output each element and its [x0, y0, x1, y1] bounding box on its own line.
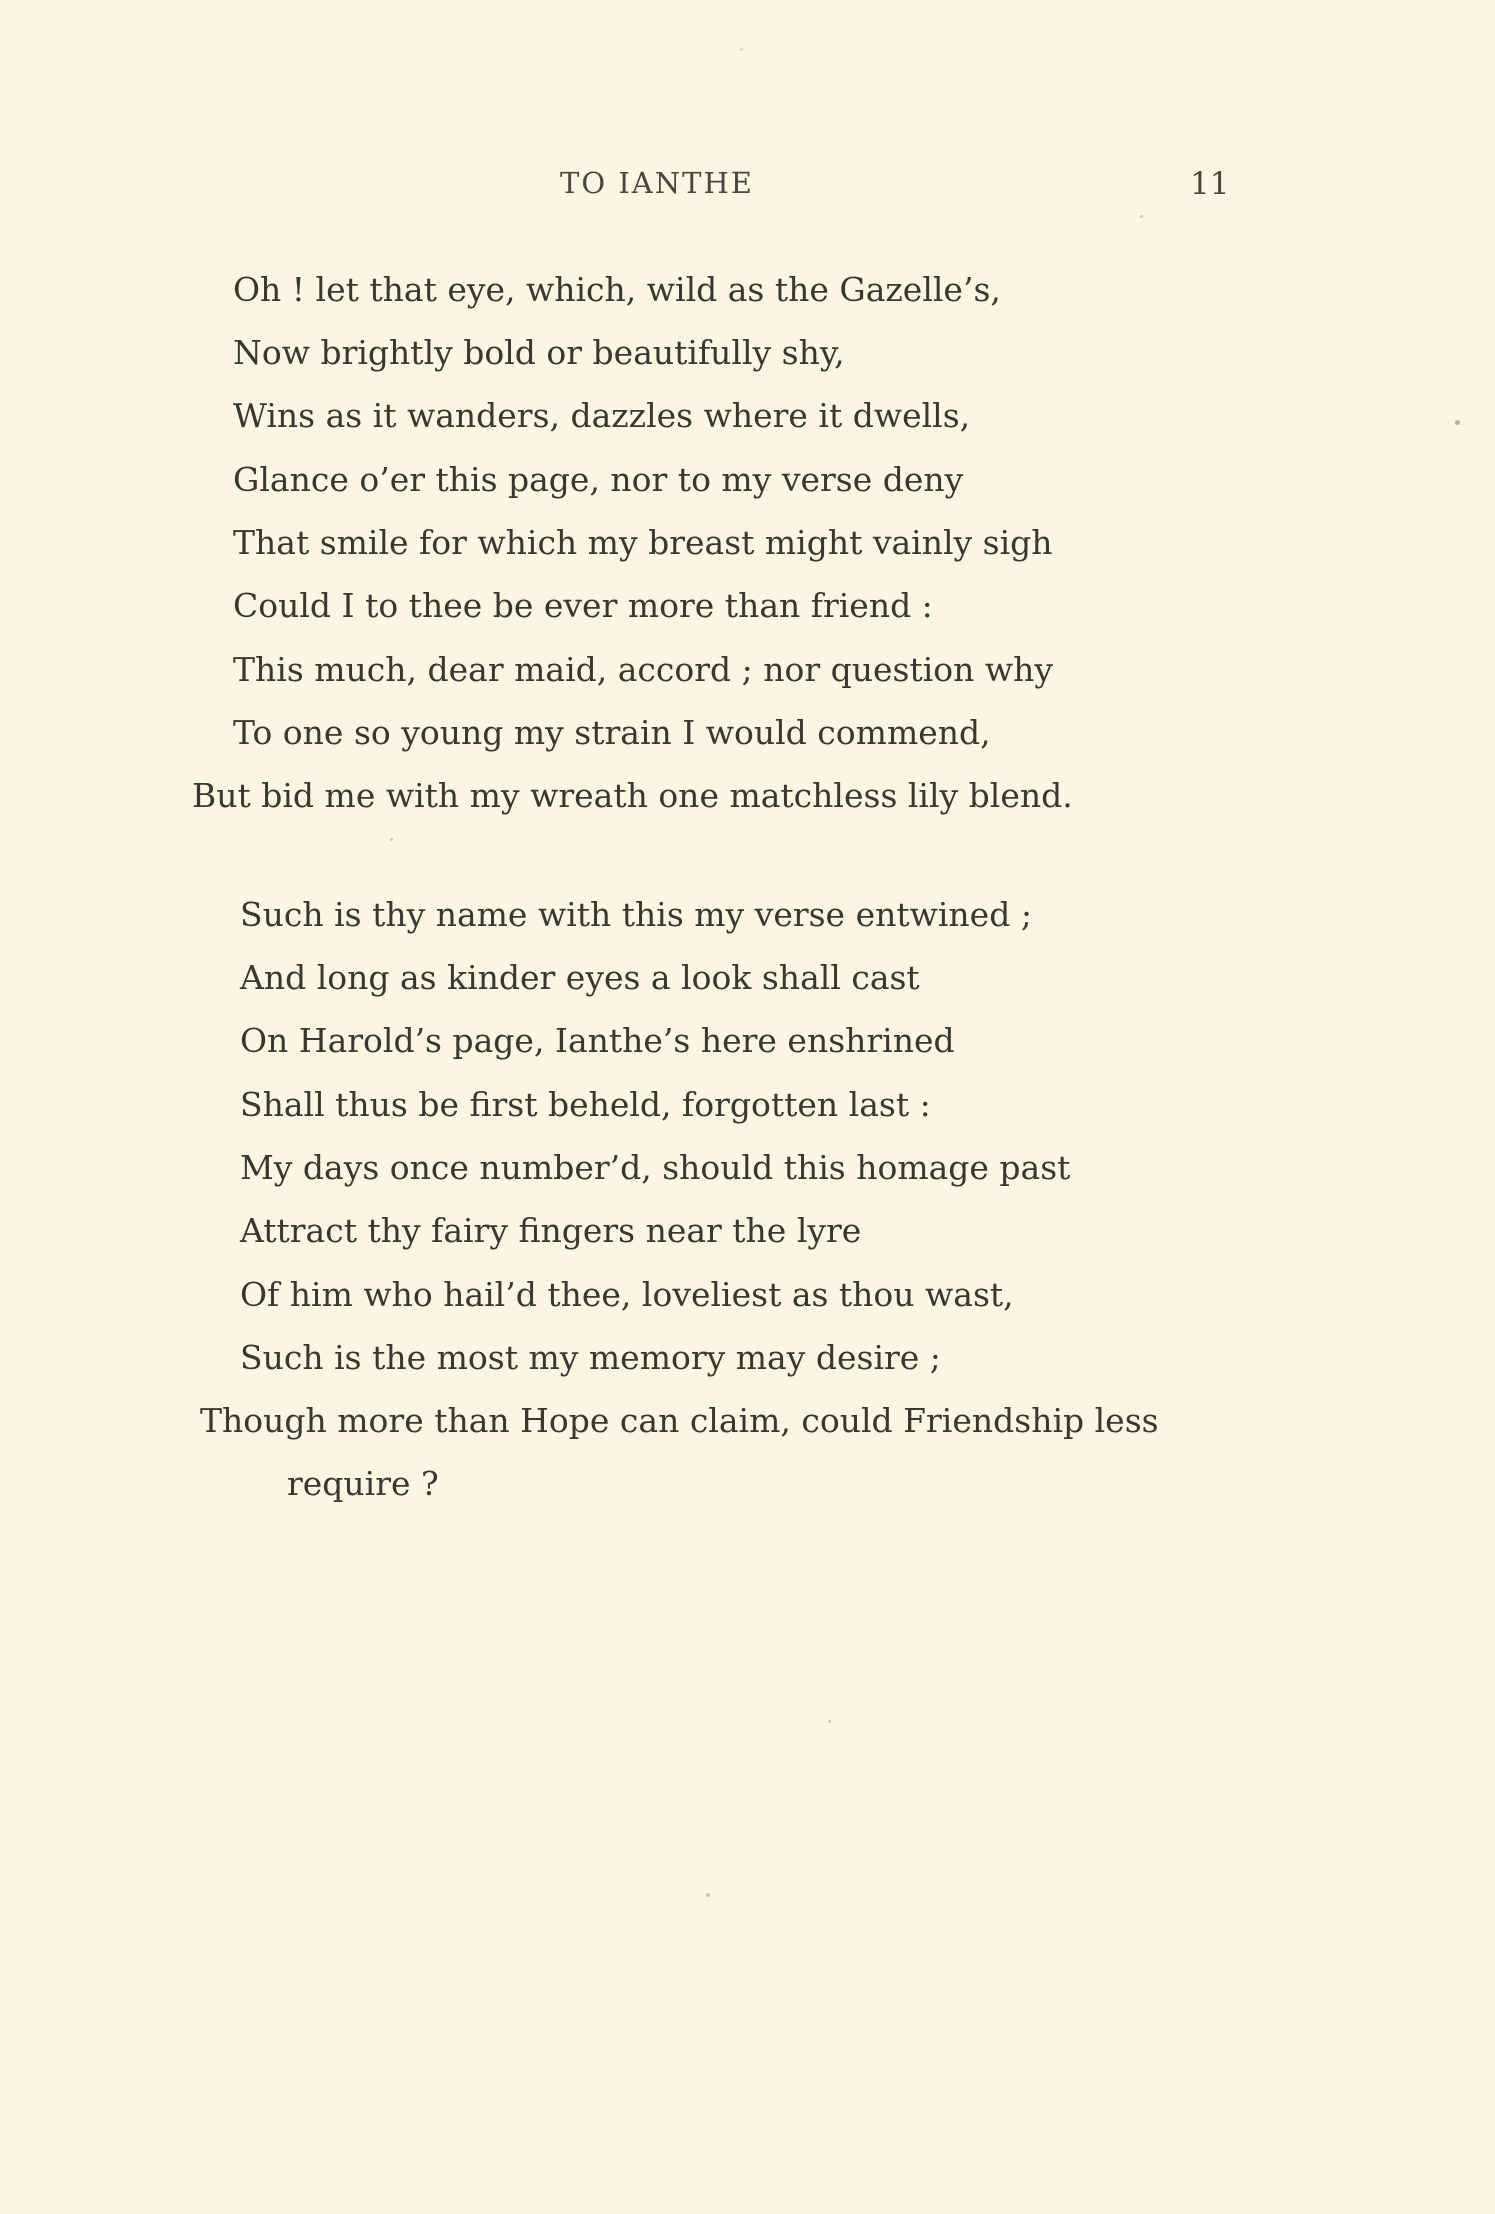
poem-line: To one so young my strain I would commend, — [233, 713, 991, 752]
poem-line: Wins as it wanders, dazzles where it dwells, — [233, 396, 971, 435]
poem-line: Shall thus be first beheld, forgotten last : — [240, 1085, 931, 1124]
poem-line-alexandrine: But bid me with my wreath one matchless lily blend. — [192, 776, 1073, 815]
poem-line: This much, dear maid, accord ; nor question why — [233, 650, 1054, 689]
poem-line-turnover: require ? — [287, 1464, 439, 1503]
poem-line: Attract thy fairy fingers near the lyre — [240, 1211, 862, 1250]
paper-speck — [706, 1893, 710, 1897]
poem-line: That smile for which my breast might vainly sigh — [233, 523, 1053, 562]
poem-line: On Harold’s page, Ianthe’s here enshrined — [240, 1021, 955, 1060]
poem-line: And long as kinder eyes a look shall cast — [240, 958, 920, 997]
poem-line: Such is thy name with this my verse entwined ; — [240, 895, 1032, 934]
paper-speck — [390, 838, 393, 841]
poem-line: Such is the most my memory may desire ; — [240, 1338, 941, 1377]
paper-speck — [1140, 215, 1143, 218]
poem-line: My days once number’d, should this homage past — [240, 1148, 1071, 1187]
paper-speck — [1455, 420, 1460, 425]
poem-line: Of him who hail’d thee, loveliest as thou wast, — [240, 1275, 1014, 1314]
poem-line: Glance o’er this page, nor to my verse deny — [233, 460, 964, 499]
page-number: 11 — [1190, 166, 1230, 202]
paper-speck — [740, 48, 743, 51]
paper-speck — [828, 1720, 831, 1723]
poem-line-alexandrine: Though more than Hope can claim, could Friendship less — [200, 1401, 1159, 1440]
poem-line: Oh ! let that eye, which, wild as the Gazelle’s, — [233, 270, 1001, 309]
poem-line: Could I to thee be ever more than friend : — [233, 586, 933, 625]
running-header — [0, 166, 1495, 210]
poem-line: Now brightly bold or beautifully shy, — [233, 333, 845, 372]
running-title: TO IANTHE — [560, 166, 754, 200]
